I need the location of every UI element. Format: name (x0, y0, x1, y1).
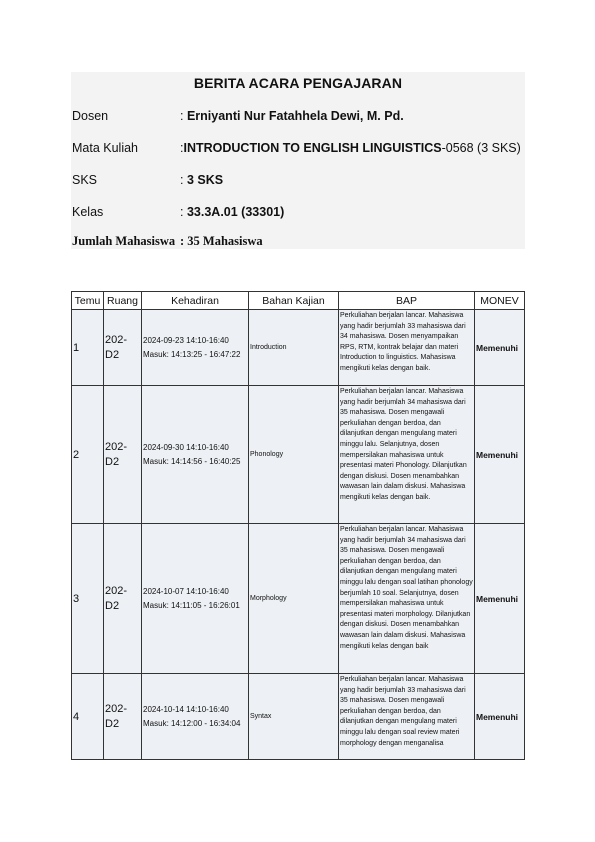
bap-text: Perkuliahan berjalan lancar. Mahasiswa yang hadir berjumlah 34 mahasiswa dari 35 mahasiswa. Dosen mengawali perkuliahan dengan berdoa, dan dilanjutkan dengan mengulang materi minggu lalu dengan soal latihan phonology berjumlah 10 soal. Selanjutnya, dosen mempersilakan mahasiswa untuk presentasi materi morphology. Dilanjutkan dengan diskusi. Dosen menambahkan wawasan lain dalam diskusi. Mahasiswa mengikuti kelas dengan baik (339, 524, 475, 674)
monev-status: Memenuhi (475, 386, 525, 524)
bap-text: Perkuliahan berjalan lancar. Mahasiswa yang hadir berjumlah 33 mahasiswa dari 35 mahasiswa. Dosen mengawali perkuliahan dengan berdoa, dan dilanjutkan dengan mengulang materi minggu lalu dengan soal review materi morphology dengan menganalisa (339, 674, 475, 760)
schedule-time: 2024-10-14 14:10-16:40 (143, 704, 229, 714)
jumlah-value: : 35 Mahasiswa (180, 234, 263, 248)
header-bahan-kajian: Bahan Kajian (249, 292, 339, 310)
monev-status: Memenuhi (475, 310, 525, 386)
table-row (72, 524, 525, 674)
room-cell: 202-D2 (104, 310, 142, 386)
checkin-time: Masuk: 14:12:00 - 16:34:04 (143, 718, 241, 728)
header-kehadiran: Kehadiran (142, 292, 249, 310)
meeting-number: 1 (72, 310, 104, 386)
table-row (72, 674, 525, 760)
table-header-row (72, 292, 525, 310)
table-row (72, 386, 525, 524)
header-panel (71, 72, 525, 249)
checkin-time: Masuk: 14:13:25 - 16:47:22 (143, 349, 241, 359)
bap-text: Perkuliahan berjalan lancar. Mahasiswa yang hadir berjumlah 33 mahasiswa dari 34 mahasiswa. Dosen menyampaikan RPS, RTM, kontrak belajar dan materi Introduction to linguistics. Mahasiswa mengikuti kelas dengan baik. (339, 310, 475, 386)
checkin-time: Masuk: 14:14:56 - 16:40:25 (143, 456, 241, 466)
schedule-time: 2024-10-07 14:10-16:40 (143, 586, 229, 596)
room-cell: 202-D2 (104, 524, 142, 674)
attendance-cell (142, 386, 249, 524)
monev-status: Memenuhi (475, 674, 525, 760)
bap-table (71, 291, 525, 760)
matkul-label: Mata Kuliah (72, 141, 139, 155)
sks-label: SKS (72, 173, 98, 187)
sks-value: : 3 SKS (180, 173, 224, 187)
topic-cell: Phonology (249, 386, 339, 524)
meeting-number: 4 (72, 674, 104, 760)
matkul-value: :INTRODUCTION TO ENGLISH LINGUISTICS-0568 (3 SKS) (180, 141, 521, 155)
schedule-time: 2024-09-30 14:10-16:40 (143, 442, 229, 452)
jumlah-label: Jumlah Mahasiswa (72, 234, 176, 248)
meeting-number: 3 (72, 524, 104, 674)
header-temu: Temu (72, 292, 104, 310)
table-row (72, 310, 525, 386)
kelas-value: : 33.3A.01 (33301) (180, 205, 285, 219)
header-ruang: Ruang (104, 292, 142, 310)
topic-cell: Introduction (249, 310, 339, 386)
dosen-value: : Erniyanti Nur Fatahhela Dewi, M. Pd. (180, 109, 404, 123)
room-cell: 202-D2 (104, 674, 142, 760)
header-monev: MONEV (475, 292, 525, 310)
kelas-label: Kelas (72, 205, 104, 219)
bap-text: Perkuliahan berjalan lancar. Mahasiswa yang hadir berjumlah 34 mahasiswa dari 35 mahasiswa. Dosen mengawali perkuliahan dengan berdoa, dan dilanjutkan dengan mengulang materi minggu lalu. Selanjutnya, dosen mempersilakan mahasiswa untuk presentasi materi Phonology. Dilanjutkan dengan diskusi. Dosen menambahkan wawasan lain dalam diskusi. Mahasiswa mengikuti kelas dengan baik. (339, 386, 475, 524)
checkin-time: Masuk: 14:11:05 - 16:26:01 (143, 600, 240, 610)
attendance-cell (142, 310, 249, 386)
schedule-time: 2024-09-23 14:10-16:40 (143, 335, 229, 345)
page-title: BERITA ACARA PENGAJARAN (193, 75, 403, 91)
topic-cell: Syntax (249, 674, 339, 760)
topic-cell: Morphology (249, 524, 339, 674)
monev-status: Memenuhi (475, 524, 525, 674)
meeting-number: 2 (72, 386, 104, 524)
room-cell: 202-D2 (104, 386, 142, 524)
dosen-label: Dosen (72, 109, 109, 123)
attendance-cell (142, 674, 249, 760)
header-bap: BAP (339, 292, 475, 310)
attendance-cell (142, 524, 249, 674)
